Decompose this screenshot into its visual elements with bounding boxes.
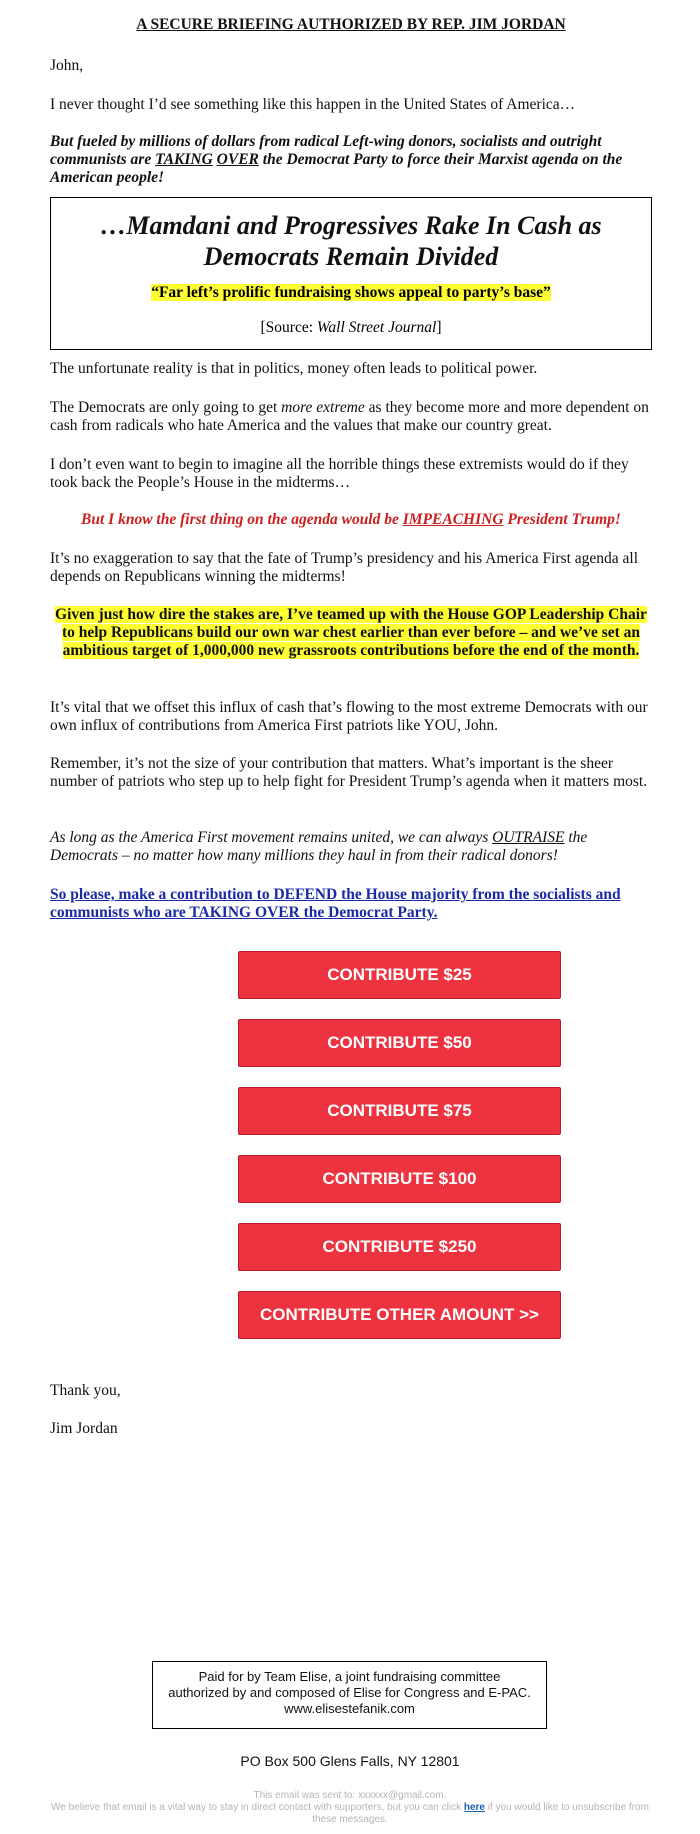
unsubscribe-link[interactable]: here: [463, 1802, 485, 1813]
contribute-25-button[interactable]: CONTRIBUTE $25: [238, 951, 561, 999]
greeting: John,: [50, 57, 84, 74]
money-power-paragraph: The unfortunate reality is that in politics, money often leads to political power.: [50, 360, 538, 377]
imagine-paragraph: I don’t even want to begin to imagine all the horrible things these extremists would do if they took back the People’s House in the midterms…: [50, 456, 629, 491]
alarm-paragraph: But fueled by millions of dollars from radical Left-wing donors, socialists and outright communists are TAKING OVER the Democrat Party to force their Marxist agenda on the American people!: [50, 133, 623, 186]
contribute-75-button[interactable]: CONTRIBUTE $75: [238, 1087, 561, 1135]
signature: Jim Jordan: [50, 1420, 118, 1437]
signoff: Thank you,: [50, 1382, 121, 1399]
briefing-headline: A SECURE BRIEFING AUTHORIZED BY REP. JIM JORDAN: [136, 16, 566, 33]
offset-paragraph: It’s vital that we offset this influx of cash that’s flowing to the most extreme Democrats with our own influx of contributions from America First patriots like YOU, John.: [50, 699, 648, 734]
midterms-paragraph: It’s no exaggeration to say that the fate of Trump’s presidency and his America First agenda all depends on Republicans winning the midterms!: [50, 550, 639, 585]
contribute-250-button[interactable]: CONTRIBUTE $250: [238, 1223, 561, 1271]
intro-paragraph: I never thought I’d see something like this happen in the United States of America…: [50, 96, 576, 113]
paid-for-disclaimer: Paid for by Team Elise, a joint fundraising committee authorized by and composed of Elise for Congress and E-PAC. www.elisestefanik.com: [152, 1661, 547, 1729]
outraise-paragraph: As long as the America First movement remains united, we can always OUTRAISE the Democrats – no matter how many millions they haul in from their radical donors!: [50, 829, 588, 864]
news-quote-title: …Mamdani and Progressives Rake In Cash as Democrats Remain Divided: [100, 211, 602, 271]
news-quote-source: [Source: Wall Street Journal]: [260, 319, 442, 336]
news-quote-box: [50, 197, 652, 350]
extreme-paragraph: The Democrats are only going to get more extreme as they become more and more dependent on cash from radicals who hate America and the values that make our country great.: [50, 399, 649, 434]
news-quote-subtitle: “Far left’s prolific fundraising shows appeal to party’s base”: [151, 284, 551, 301]
contribute-other-button[interactable]: CONTRIBUTE OTHER AMOUNT >>: [238, 1291, 561, 1339]
contribute-100-button[interactable]: CONTRIBUTE $100: [238, 1155, 561, 1203]
sent-to-notice: This email was sent to: xxxxxx@gmail.com.: [253, 1790, 447, 1801]
contribute-50-button[interactable]: CONTRIBUTE $50: [238, 1019, 561, 1067]
remember-paragraph: Remember, it’s not the size of your contribution that matters. What’s important is the sheer number of patriots who step up to help fight for President Trump’s agenda when it matters most.: [50, 755, 648, 790]
unsubscribe-notice: We believe that email is a vital way to stay in direct contact with supporters, but you can click here if you would like to unsubscribe from these messages.: [51, 1802, 649, 1825]
mailing-address: PO Box 500 Glens Falls, NY 12801: [240, 1753, 460, 1769]
impeach-paragraph: But I know the first thing on the agenda would be IMPEACHING President Trump!: [81, 511, 621, 528]
target-paragraph: Given just how dire the stakes are, I’ve teamed up with the House GOP Leadership Chair to help Republicans build our own war chest earlier than ever before – and we’ve set an ambitious target of 1,000,000 new grassroots contributions before the end of the month.: [55, 606, 647, 659]
contribute-link[interactable]: So please, make a contribution to DEFEND the House majority from the socialists and communists who are TAKING OVER the Democrat Party.: [50, 886, 621, 921]
